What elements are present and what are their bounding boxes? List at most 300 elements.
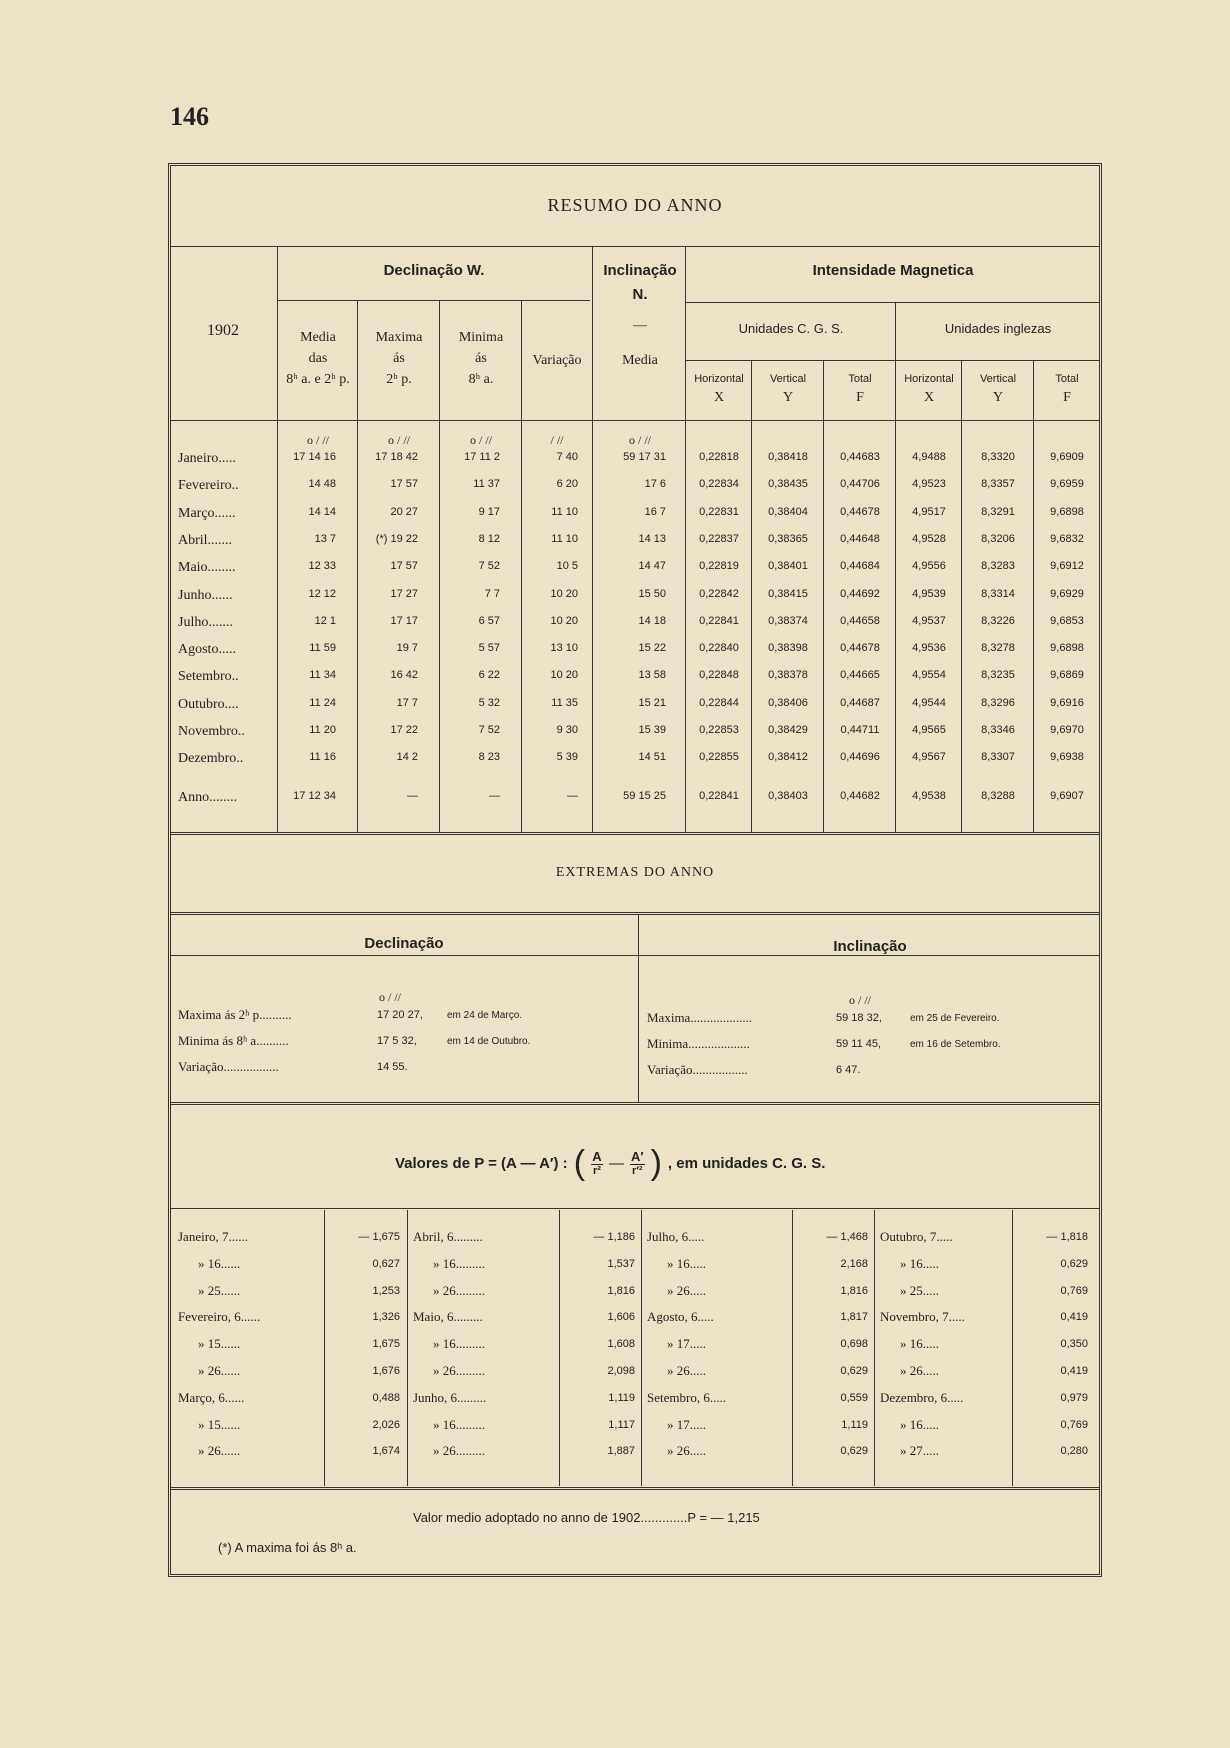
extremas-dec-value: 17 5 32, <box>377 1035 417 1047</box>
header-media-3: 8ʰ a. e 2ʰ p. <box>286 372 350 387</box>
table-row-hx: 0,22837 <box>699 532 739 545</box>
table-row-variacao: 9 30 <box>556 724 578 736</box>
valores-label: Dezembro, 6..... <box>880 1389 964 1405</box>
table-row-if: 9,6832 <box>1050 532 1084 545</box>
header-cgs-total: Total <box>848 373 872 385</box>
formula-minus: — <box>608 1154 624 1172</box>
valor-medio: Valor medio adoptado no anno de 1902.............P = — 1,215 <box>413 1510 760 1525</box>
extremas-dec-note: em 14 de Outubro. <box>447 1036 531 1047</box>
table-row-vy: 0,38374 <box>768 614 808 627</box>
table-row-minima: 17 11 2 <box>464 451 500 463</box>
table-row-vy: 0,38406 <box>768 696 808 709</box>
valores-value: 0,627 <box>372 1257 400 1270</box>
divider <box>278 300 590 301</box>
table-row-ix: 4,9528 <box>912 532 946 545</box>
valores-label: » 25..... <box>900 1282 939 1298</box>
table-row-hx: 0,22842 <box>699 587 739 600</box>
header-inclinacao-n: N. <box>632 286 648 303</box>
valores-label: » 26..... <box>900 1363 939 1378</box>
table-row-vy: 0,38404 <box>768 505 808 518</box>
table-row-ix: 4,9556 <box>912 560 946 573</box>
anno-row-incl: 59 15 25 <box>623 790 666 802</box>
valores-value: 0,629 <box>840 1365 868 1377</box>
header-cgs-y: Y <box>782 390 794 405</box>
table-row-ix: 4,9539 <box>912 587 946 600</box>
table-row-variacao: 11 10 <box>551 505 578 518</box>
table-row-ix: 4,9523 <box>912 478 946 491</box>
anno-row-minima: — <box>489 790 500 802</box>
table-row-minima: 9 17 <box>478 505 500 518</box>
valores-label: » 26..... <box>667 1443 706 1459</box>
table-row-incl: 15 22 <box>638 642 666 655</box>
valores-label: » 16......... <box>433 1336 485 1352</box>
table-row-incl: 59 17 31 <box>623 451 666 463</box>
table-row-tf: 0,44706 <box>840 478 880 491</box>
table-row-variacao: 13 10 <box>550 642 578 655</box>
table-row-iy: 8,3291 <box>981 505 1015 518</box>
table-row-if: 9,6898 <box>1050 642 1084 655</box>
table-row-minima: 7 7 <box>484 587 500 600</box>
table-row-incl: 14 13 <box>638 532 666 545</box>
valores-label: » 16..... <box>667 1255 706 1271</box>
table-row-maxima: 19 7 <box>396 642 418 655</box>
extremas-inc-label: Maxima................... <box>647 1010 753 1025</box>
table-row-hx: 0,22841 <box>699 614 739 627</box>
extremas-dec-units: o / // <box>379 990 402 1004</box>
table-row-vy: 0,38378 <box>768 669 808 682</box>
table-row-variacao: 10 5 <box>556 560 578 573</box>
header-incl-media: Media <box>622 353 658 368</box>
table-row-iy: 8,3346 <box>981 724 1015 736</box>
valores-label: » 25...... <box>198 1282 241 1298</box>
valores-value: 1,816 <box>840 1284 868 1297</box>
table-row-maxima: 14 2 <box>396 751 418 764</box>
table-row-incl: 15 39 <box>638 724 666 736</box>
valores-label: » 26..... <box>667 1282 706 1298</box>
valores-label: » 26..... <box>667 1363 706 1378</box>
table-row-variacao: 10 20 <box>550 587 578 600</box>
extremas-inc-note: em 25 de Fevereiro. <box>910 1013 1000 1024</box>
valores-value: 1,119 <box>608 1391 635 1404</box>
table-row-maxima: 17 7 <box>396 696 418 709</box>
column-divider <box>559 1210 560 1486</box>
table-row-iy: 8,3357 <box>981 478 1015 491</box>
table-row-hx: 0,22831 <box>699 505 739 518</box>
extremas-inc-value: 59 18 32, <box>836 1012 882 1024</box>
table-row-hx: 0,22818 <box>699 451 739 463</box>
table-row-minima: 11 37 <box>473 478 500 491</box>
anno-row-media: 17 12 34 <box>293 790 336 802</box>
valores-label: » 15...... <box>198 1336 241 1352</box>
table-row-if: 9,6912 <box>1050 560 1084 573</box>
table-row-vy: 0,38415 <box>768 587 808 600</box>
valores-label: » 26......... <box>433 1443 485 1459</box>
divider <box>170 246 1100 247</box>
table-row-variacao: 11 35 <box>551 696 578 709</box>
valores-value: 1,816 <box>607 1284 635 1297</box>
table-row-tf: 0,44678 <box>840 642 880 655</box>
table-row-media: 11 59 <box>309 642 336 655</box>
divider <box>170 832 1100 835</box>
table-row-media: 12 1 <box>314 614 336 627</box>
header-cgs-x: X <box>713 390 725 405</box>
formula-a2: A′ <box>631 1149 644 1164</box>
valores-label: » 17..... <box>667 1416 706 1432</box>
table-row-media: 12 33 <box>308 560 336 573</box>
valores-label: » 17..... <box>667 1336 706 1352</box>
table-row-maxima: (*) 19 22 <box>375 532 418 545</box>
table-row-month: Junho...... <box>178 587 233 603</box>
divider <box>896 360 1100 361</box>
table-row-variacao: 10 20 <box>550 669 578 682</box>
header-cgs-vertical: Vertical <box>769 373 807 385</box>
table-row-vy: 0,38398 <box>768 642 808 655</box>
table-row-hx: 0,22848 <box>699 669 739 682</box>
valores-value: — 1,675 <box>358 1231 400 1243</box>
valores-value: 0,419 <box>1060 1365 1088 1377</box>
table-row-maxima: 17 57 <box>390 560 418 573</box>
table-row-tf: 0,44683 <box>840 451 880 463</box>
formula-frac-1 <box>591 1149 603 1177</box>
table-row-tf: 0,44711 <box>840 724 880 736</box>
valores-label: » 26......... <box>433 1363 485 1378</box>
table-row-month: Julho....... <box>178 614 233 630</box>
valores-label: » 16..... <box>900 1255 939 1271</box>
header-maxima-2: ás <box>393 351 405 366</box>
table-row-if: 9,6869 <box>1050 669 1084 682</box>
valores-label: Setembro, 6..... <box>647 1389 727 1405</box>
table-row-iy: 8,3314 <box>981 587 1015 600</box>
valores-label: » 16......... <box>433 1255 485 1271</box>
valores-label: Novembro, 7..... <box>880 1309 965 1325</box>
table-row-variacao: 5 39 <box>556 751 578 764</box>
table-row-vy: 0,38429 <box>768 724 808 736</box>
units-maxima: o / // <box>387 433 410 447</box>
extremas-inc-label: Minima................... <box>647 1036 750 1051</box>
valores-label: » 27..... <box>900 1443 939 1459</box>
extremas-declinacao: Declinação <box>364 935 444 952</box>
valores-label: » 26...... <box>198 1443 241 1459</box>
header-media-2: das <box>308 351 328 366</box>
valores-label: » 15...... <box>198 1416 241 1432</box>
table-row-maxima: 17 22 <box>390 724 418 736</box>
extremas-dec-label: Variação................. <box>178 1059 279 1074</box>
table-row-vy: 0,38401 <box>768 560 808 573</box>
divider <box>170 1487 1100 1490</box>
table-row-ix: 4,9567 <box>912 751 946 764</box>
table-row-if: 9,6898 <box>1050 505 1084 518</box>
table-row-month: Dezembro.. <box>178 751 244 767</box>
table-row-incl: 17 6 <box>644 478 666 491</box>
header-media-1: Media <box>300 330 336 345</box>
divider <box>170 1208 1100 1209</box>
divider <box>170 912 1100 915</box>
table-row-tf: 0,44696 <box>840 751 880 764</box>
table-row-ix: 4,9488 <box>912 451 946 463</box>
valores-value: 1,887 <box>607 1445 635 1458</box>
formula-a: A <box>592 1149 602 1164</box>
table-row-maxima: 17 27 <box>390 587 418 600</box>
table-row-minima: 6 22 <box>478 669 500 682</box>
valores-value: 1,117 <box>608 1418 635 1431</box>
table-row-minima: 8 23 <box>478 751 500 764</box>
valores-value: 0,419 <box>1060 1311 1088 1324</box>
valores-value: 1,253 <box>372 1284 400 1297</box>
valores-value: 0,629 <box>1060 1257 1088 1270</box>
table-row-vy: 0,38365 <box>768 532 808 545</box>
table-row-media: 11 34 <box>309 669 336 682</box>
valores-value: 1,817 <box>840 1311 868 1324</box>
formula-r22: r′² <box>631 1165 643 1177</box>
valores-label: Maio, 6......... <box>413 1309 483 1325</box>
column-divider <box>641 1210 642 1486</box>
extremas-dec-note: em 24 de Março. <box>447 1010 523 1021</box>
valores-value: 1,675 <box>372 1338 400 1351</box>
formula <box>395 1146 825 1180</box>
extremas-inc-units: o / // <box>849 993 872 1007</box>
table-row-vy: 0,38412 <box>768 751 808 764</box>
header-cgs: Unidades C. G. S. <box>738 321 844 336</box>
valores-value: 1,537 <box>607 1257 635 1270</box>
table-title: RESUMO DO ANNO <box>547 195 723 215</box>
valores-value: 1,119 <box>841 1418 868 1431</box>
header-minima-3: 8ʰ a. <box>468 372 494 387</box>
table-row-if: 9,6853 <box>1050 614 1084 627</box>
column-divider <box>1012 1210 1013 1486</box>
table-row-media: 11 24 <box>309 696 336 709</box>
table-row-iy: 8,3235 <box>981 669 1015 682</box>
table-row-tf: 0,44687 <box>840 696 880 709</box>
valores-label: » 16..... <box>900 1336 939 1352</box>
table-row-month: Novembro.. <box>178 724 245 739</box>
table-row-tf: 0,44648 <box>840 532 880 545</box>
header-maxima-1: Maxima <box>375 330 423 345</box>
table-row-minima: 5 57 <box>478 642 500 655</box>
table-row-month: Setembro.. <box>178 669 239 685</box>
units-inclinacao: o / // <box>628 433 651 447</box>
table-row-incl: 16 7 <box>644 505 666 518</box>
header-ing-vertical: Vertical <box>979 373 1017 385</box>
table-row-media: 11 20 <box>309 724 336 736</box>
column-divider <box>324 1210 325 1486</box>
header-ing-x: X <box>923 390 935 405</box>
table-row-month: Janeiro..... <box>178 451 236 466</box>
formula-frac-2 <box>630 1149 645 1177</box>
anno-row-maxima: — <box>407 790 418 802</box>
anno-row-hx: 0,22841 <box>699 790 739 802</box>
anno-row-iy: 8,3288 <box>981 790 1015 802</box>
table-row-if: 9,6909 <box>1050 451 1084 463</box>
table-row-minima: 8 12 <box>478 532 500 545</box>
table-row-iy: 8,3206 <box>981 532 1015 545</box>
table-row-maxima: 17 17 <box>390 614 418 627</box>
header-minima-2: ás <box>475 351 487 366</box>
valores-value: 0,769 <box>1060 1418 1088 1431</box>
table-row-if: 9,6938 <box>1050 751 1084 764</box>
valores-label: » 16..... <box>900 1416 939 1432</box>
table-row-if: 9,6959 <box>1050 478 1084 491</box>
table-row-month: Fevereiro.. <box>178 478 239 494</box>
table-row-tf: 0,44684 <box>840 560 880 573</box>
header-incl-dash: — <box>633 318 647 333</box>
header-ing-total: Total <box>1055 373 1079 385</box>
valores-label: » 26......... <box>433 1282 485 1298</box>
table-row-maxima: 20 27 <box>390 505 418 518</box>
divider <box>170 955 1100 956</box>
table-row-hx: 0,22855 <box>699 751 739 764</box>
header-ing-f: F <box>1063 390 1071 405</box>
table-row-hx: 0,22853 <box>699 724 739 736</box>
table-row-tf: 0,44678 <box>840 505 880 518</box>
valores-value: — 1,468 <box>826 1231 868 1243</box>
table-row-maxima: 17 18 42 <box>375 451 418 463</box>
table-row-media: 12 12 <box>308 587 336 600</box>
valores-value: 1,676 <box>372 1365 400 1377</box>
units-variacao: / // <box>550 433 564 447</box>
valores-label: Abril, 6......... <box>413 1229 483 1244</box>
valores-value: 1,674 <box>372 1445 400 1458</box>
table-row-minima: 6 57 <box>478 614 500 627</box>
table-row-vy: 0,38435 <box>768 478 808 491</box>
table-row-minima: 7 52 <box>478 724 500 736</box>
table-row-iy: 8,3296 <box>981 696 1015 709</box>
table-row-ix: 4,9544 <box>912 696 946 709</box>
table-row-ix: 4,9537 <box>912 614 946 627</box>
table-row-variacao: 7 40 <box>556 451 578 463</box>
header-minima-1: Minima <box>458 330 504 345</box>
valores-label: » 16...... <box>198 1255 241 1271</box>
footnote: (*) A maxima foi ás 8ʰ a. <box>218 1540 357 1555</box>
table-row-month: Março...... <box>178 505 236 521</box>
table-row-hx: 0,22844 <box>699 696 739 709</box>
header-ing-y: Y <box>992 390 1004 405</box>
extremas-inc-value: 59 11 45, <box>836 1038 882 1050</box>
table-row-iy: 8,3320 <box>981 451 1015 463</box>
page-number: 146 <box>170 102 209 131</box>
table-row-iy: 8,3278 <box>981 642 1015 655</box>
extremas-inclinacao: Inclinação <box>833 938 907 955</box>
valores-label: Janeiro, 7...... <box>178 1229 249 1244</box>
column-divider <box>874 1210 875 1486</box>
header-maxima-3: 2ʰ p. <box>386 372 412 387</box>
table-row-media: 14 48 <box>308 478 336 491</box>
table-row-maxima: 17 57 <box>390 478 418 491</box>
divider <box>686 360 896 361</box>
valores-value: — 1,186 <box>593 1231 635 1243</box>
table-row-hx: 0,22840 <box>699 642 739 655</box>
header-variacao: Variação <box>532 353 582 368</box>
anno-row-month: Anno........ <box>178 790 238 805</box>
anno-row-variacao: — <box>567 790 578 802</box>
extremas-inc-label: Variação................. <box>647 1062 748 1077</box>
valores-value: 0,350 <box>1060 1338 1088 1351</box>
table-row-tf: 0,44658 <box>840 614 880 627</box>
valores-value: 0,698 <box>840 1338 868 1351</box>
divider <box>686 302 1100 303</box>
valores-label: Março, 6...... <box>178 1389 245 1405</box>
table-row-incl: 14 47 <box>638 560 666 573</box>
column-divider <box>592 247 593 832</box>
header-inclinacao: Inclinação <box>603 262 677 279</box>
header-ing-horizontal: Horizontal <box>904 373 954 385</box>
table-row-variacao: 6 20 <box>556 478 578 491</box>
formula-paren-open: ( <box>573 1144 586 1182</box>
table-row-incl: 14 18 <box>638 614 666 627</box>
header-year: 1902 <box>207 322 239 339</box>
table-row-if: 9,6929 <box>1050 587 1084 600</box>
table-row-media: 11 16 <box>309 751 336 764</box>
valores-value: 0,979 <box>1060 1391 1088 1404</box>
formula-suffix: , em unidades C. G. S. <box>667 1154 826 1172</box>
table-row-if: 9,6916 <box>1050 696 1084 709</box>
extremas-dec-value: 14 55. <box>377 1061 408 1073</box>
anno-row-tf: 0,44682 <box>840 790 880 802</box>
header-cgs-f: F <box>856 390 864 405</box>
units-media: o / // <box>306 433 329 447</box>
table-row-iy: 8,3226 <box>981 614 1015 627</box>
table-row-minima: 7 52 <box>478 560 500 573</box>
valores-label: Julho, 6..... <box>647 1229 705 1244</box>
table-row-hx: 0,22834 <box>699 478 739 491</box>
header-intensidade: Intensidade Magnetica <box>812 262 974 279</box>
table-row-media: 17 14 16 <box>293 451 336 463</box>
column-divider <box>792 1210 793 1486</box>
formula-r2: r² <box>593 1165 601 1177</box>
divider <box>170 1102 1100 1105</box>
table-row-month: Agosto..... <box>178 642 236 658</box>
extremas-inc-value: 6 47. <box>836 1064 861 1076</box>
valores-value: 0,280 <box>1060 1445 1088 1458</box>
table-row-tf: 0,44665 <box>840 669 880 682</box>
valores-label: Agosto, 6..... <box>647 1309 714 1325</box>
valores-label: » 16......... <box>433 1416 485 1432</box>
formula-paren-close: ) <box>650 1144 662 1182</box>
table-row-media: 13 7 <box>314 532 336 545</box>
header-declinacao: Declinação W. <box>383 262 485 279</box>
valores-value: — 1,818 <box>1046 1231 1088 1243</box>
table-row-variacao: 11 10 <box>551 532 578 545</box>
table-row-month: Maio........ <box>178 560 236 576</box>
table-row-media: 14 14 <box>308 505 336 518</box>
table-row-tf: 0,44692 <box>840 587 880 600</box>
valores-value: 1,606 <box>607 1311 635 1324</box>
table-row-incl: 15 50 <box>638 587 666 600</box>
table-row-iy: 8,3307 <box>981 751 1015 764</box>
table-row-month: Outubro.... <box>178 696 239 712</box>
anno-row-ix: 4,9538 <box>912 790 946 802</box>
anno-row-if: 9,6907 <box>1050 790 1084 802</box>
table-row-ix: 4,9554 <box>912 669 946 682</box>
table-row-iy: 8,3283 <box>981 560 1015 573</box>
extremas-dec-value: 17 20 27, <box>377 1009 423 1021</box>
valores-value: 0,629 <box>840 1445 868 1458</box>
extremas-dec-label: Maxima ás 2ʰ p.......... <box>178 1007 292 1022</box>
table-row-variacao: 10 20 <box>550 614 578 627</box>
column-divider <box>638 915 639 1102</box>
table-row-hx: 0,22819 <box>699 560 739 573</box>
valores-value: 1,608 <box>607 1338 635 1351</box>
valores-value: 1,326 <box>372 1311 400 1324</box>
formula-prefix: Valores de P = (A — A′) : <box>395 1154 568 1172</box>
valores-value: 2,098 <box>607 1365 635 1377</box>
valores-label: Fevereiro, 6...... <box>178 1309 261 1325</box>
valores-label: » 26...... <box>198 1363 241 1378</box>
table-row-vy: 0,38418 <box>768 451 808 463</box>
valores-label: Outubro, 7..... <box>880 1229 953 1244</box>
valores-value: 0,488 <box>372 1391 400 1404</box>
table-row-ix: 4,9565 <box>912 724 946 736</box>
table-row-incl: 14 51 <box>638 751 666 764</box>
